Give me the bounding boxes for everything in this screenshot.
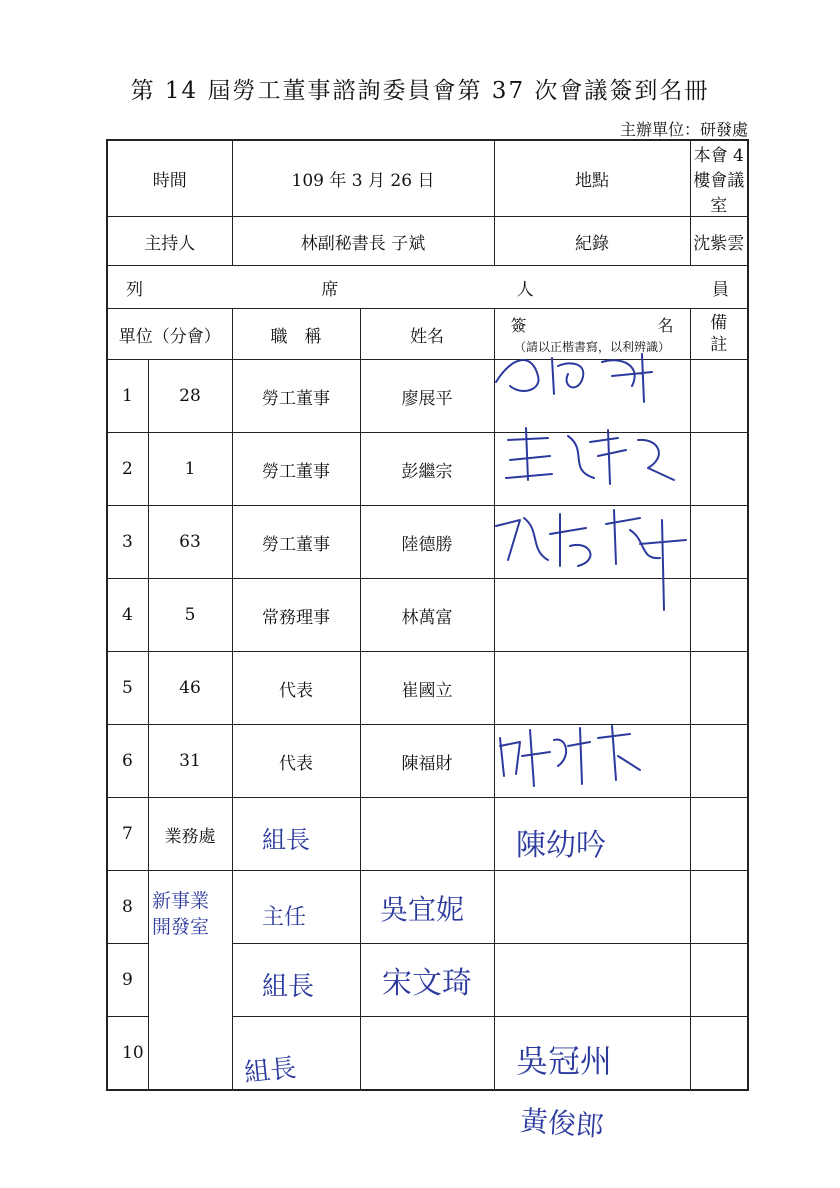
row8-unit-handwriting-1: 新事業	[152, 890, 210, 912]
row-name	[360, 798, 494, 871]
attendee-row	[107, 1017, 748, 1090]
row-name: 彭繼宗	[360, 433, 494, 506]
row-remark	[690, 579, 748, 652]
sign-header-right: 名	[657, 316, 674, 335]
sign-header-left: 簽	[510, 316, 527, 335]
row10-signature-handwriting: 吳冠州	[516, 1042, 613, 1080]
row-unit	[148, 1017, 232, 1090]
row-name: 林萬富	[360, 579, 494, 652]
row-remark	[690, 433, 748, 506]
sign-header-note: （請以正楷書寫，以利辨識）	[514, 340, 671, 354]
row-name: 廖展平	[360, 360, 494, 433]
row-number: 1	[107, 360, 148, 433]
row-title: 勞工董事	[232, 360, 360, 433]
row8-title-handwriting: 主任	[262, 905, 307, 930]
row7-title-handwriting: 組長	[262, 826, 310, 854]
row-remark	[690, 506, 748, 579]
recorder-value: 沈紫雲	[690, 217, 748, 266]
row-signature[interactable]	[494, 652, 690, 725]
row-number: 9	[107, 944, 148, 1017]
attendance-char-4: 員	[711, 279, 729, 300]
row9-title-handwriting: 組長	[262, 972, 315, 1002]
row-unit: 1	[148, 433, 232, 506]
organizer-line: 主辦單位：研發處	[619, 120, 748, 139]
row-remark	[690, 1017, 748, 1090]
row10-title-handwriting: 組長	[242, 1053, 298, 1089]
attendance-header	[107, 266, 748, 309]
row-name	[360, 1017, 494, 1090]
place-value: 本會 4 樓會議室	[690, 140, 748, 217]
col-header-unit: 單位（分會）	[107, 309, 232, 360]
row-number: 10	[107, 1017, 148, 1090]
row-unit: 63	[148, 506, 232, 579]
row-title: 勞工董事	[232, 506, 360, 579]
row6-signature-scrawl	[494, 716, 694, 826]
row-number: 2	[107, 433, 148, 506]
row-unit	[148, 944, 232, 1017]
attendance-char-3: 人	[516, 279, 534, 300]
time-label: 時間	[107, 140, 232, 217]
row-unit: 46	[148, 652, 232, 725]
row-title: 代表	[232, 725, 360, 798]
row-title: 勞工董事	[232, 433, 360, 506]
row-number: 3	[107, 506, 148, 579]
row3-signature-scrawl-stroke	[496, 510, 686, 610]
place-label: 地點	[494, 140, 690, 217]
row7-signature-handwriting: 陳幼吟	[516, 828, 606, 863]
below-table-signature: 黃俊郎	[518, 1104, 605, 1143]
row-number: 8	[107, 871, 148, 944]
row2-signature-scrawl-stroke	[506, 428, 674, 484]
sign-in-table	[106, 139, 749, 1091]
row-title: 代表	[232, 652, 360, 725]
row-name: 陸德勝	[360, 506, 494, 579]
col-header-name: 姓名	[360, 309, 494, 360]
row-signature[interactable]	[494, 871, 690, 944]
attendance-char-1: 列	[126, 279, 143, 300]
row-title: 常務理事	[232, 579, 360, 652]
document-title: 第 14 屆勞工董事諮詢委員會第 37 次會議簽到名冊	[130, 78, 710, 104]
row-remark	[690, 871, 748, 944]
time-value: 109 年 3 月 26 日	[232, 140, 494, 217]
col-header-title: 職 稱	[232, 309, 360, 360]
row1-signature-scrawl-stroke	[496, 354, 652, 402]
row-number: 7	[107, 798, 148, 871]
host-value: 林副秘書長 子斌	[232, 217, 494, 266]
attendance-char-2: 席	[321, 279, 339, 300]
recorder-label: 紀錄	[494, 217, 690, 266]
row-number: 6	[107, 725, 148, 798]
row3-signature-scrawl	[490, 500, 690, 610]
row-number: 5	[107, 652, 148, 725]
row-remark	[690, 652, 748, 725]
host-label: 主持人	[107, 217, 232, 266]
row-unit: 5	[148, 579, 232, 652]
row-unit: 業務處	[148, 798, 232, 871]
col-header-remark: 備 註	[690, 309, 748, 360]
row-signature[interactable]	[494, 944, 690, 1017]
row-remark	[690, 944, 748, 1017]
row6-signature-scrawl-stroke	[500, 726, 640, 786]
row-remark	[690, 798, 748, 871]
row-name: 陳福財	[360, 725, 494, 798]
row-unit: 28	[148, 360, 232, 433]
row8-unit-handwriting-2: 開發室	[152, 916, 210, 938]
attendee-row	[107, 652, 748, 725]
row8-name-handwriting: 吳宜妮	[380, 893, 465, 926]
row-remark	[690, 360, 748, 433]
row-name: 崔國立	[360, 652, 494, 725]
row-remark	[690, 725, 748, 798]
row9-name-handwriting: 宋文琦	[382, 966, 472, 1001]
row-unit: 31	[148, 725, 232, 798]
row-number: 4	[107, 579, 148, 652]
